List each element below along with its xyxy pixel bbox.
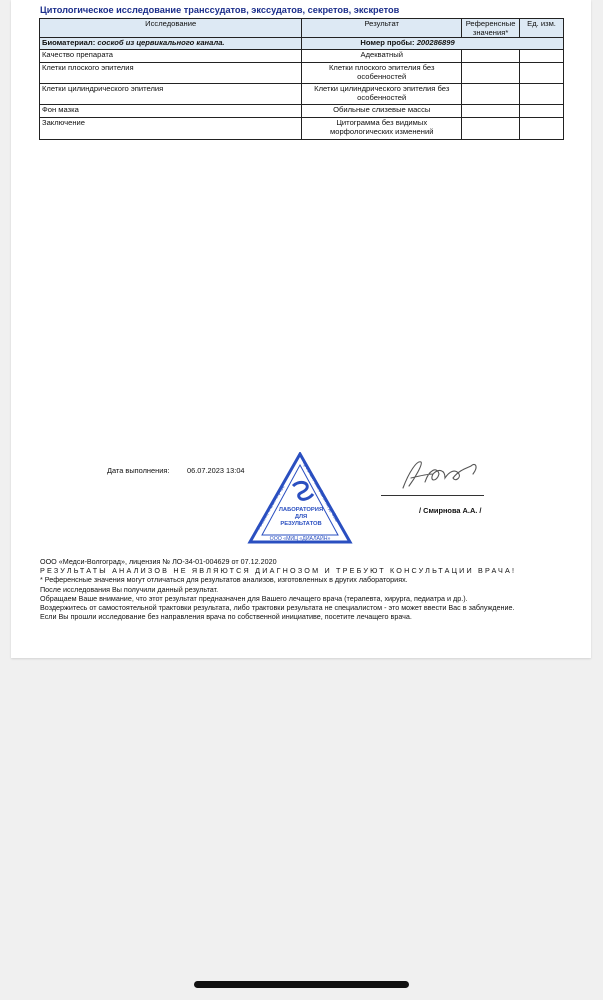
stamp-outer-text: Россия, г. Волгоград, xyxy=(256,484,286,531)
row-reference xyxy=(462,105,520,118)
table-row xyxy=(40,63,564,84)
row-unit xyxy=(520,84,564,105)
row-test: Качество препарата xyxy=(40,50,302,63)
biomaterial-label: Биоматериал: xyxy=(42,38,96,47)
signature-image xyxy=(375,452,485,498)
stamp-outer-text-right: проспект им. Ленина, д. 35Б xyxy=(300,460,340,524)
document-page xyxy=(11,0,591,658)
footer-line-3: После исследования Вы получили данный результат. xyxy=(40,584,219,594)
row-reference xyxy=(462,118,520,140)
stamp-logo-icon xyxy=(293,482,313,499)
footer-line-5: Воздержитесь от самостоятельной трактовки результата, либо трактовки результата не специалистом - это может ввести Вас в заблуждение. xyxy=(40,603,515,613)
row-test: Клетки плоского эпителия xyxy=(40,63,302,84)
execution-date-value: 06.07.2023 13:04 xyxy=(187,466,245,475)
biomaterial-row xyxy=(40,38,564,50)
row-reference xyxy=(462,84,520,105)
row-reference xyxy=(462,50,520,63)
row-test: Клетки цилиндрического эпителия xyxy=(40,84,302,105)
sample-label: Номер пробы: xyxy=(360,38,415,47)
row-unit xyxy=(520,50,564,63)
table-row xyxy=(40,84,564,105)
row-result: Цитограмма без видимых морфологических изменений xyxy=(302,118,462,140)
home-indicator-bar[interactable] xyxy=(194,981,409,988)
table-row xyxy=(40,105,564,118)
header-unit: Ед. изм. xyxy=(520,19,564,38)
results-table xyxy=(39,18,564,140)
footer-notes xyxy=(40,557,516,621)
row-test: Заключение xyxy=(40,118,302,140)
sample-number-cell xyxy=(302,38,564,50)
row-unit xyxy=(520,63,564,84)
row-test: Фон мазка xyxy=(40,105,302,118)
table-header-row xyxy=(40,19,564,38)
not-diagnosis-line: РЕЗУЛЬТАТЫ АНАЛИЗОВ НЕ ЯВЛЯЮТСЯ ДИАГНОЗОМ И ТРЕБУЮТ КОНСУЛЬТАЦИИ ВРАЧА! xyxy=(40,566,517,576)
row-result: Обильные слизевые массы xyxy=(302,105,462,118)
biomaterial-value: соскоб из цервикального канала. xyxy=(97,38,225,47)
table-row xyxy=(40,50,564,63)
row-unit xyxy=(520,118,564,140)
signature-line xyxy=(381,495,484,496)
stamp-center-text-3: РЕЗУЛЬТАТОВ xyxy=(280,521,322,527)
row-reference xyxy=(462,63,520,84)
sample-value: 200286899 xyxy=(416,38,455,47)
biomaterial-cell xyxy=(40,38,302,50)
header-result: Результат xyxy=(302,19,462,38)
laboratory-stamp xyxy=(247,452,353,548)
header-test: Исследование xyxy=(40,19,302,38)
signer-name: / Смирнова А.А. / xyxy=(419,506,482,515)
row-result: Клетки плоского эпителия без особенностей xyxy=(302,63,462,84)
stamp-org-text: ООО «МИЦ «ДИАЛАЙН» xyxy=(269,536,331,542)
footer-line-4: Обращаем Ваше внимание, что этот результат предназначен для Вашего лечащего врача (терапевта, хирурга, педиатра и др.). xyxy=(40,593,468,603)
license-line: ООО «Медси-Волгоград», лицензия № ЛО-34-01-004629 от 07.12.2020 xyxy=(40,557,277,566)
row-result: Адекватный xyxy=(302,50,462,63)
reference-note-line: * Референсные значения могут отличаться для результатов анализов, изготовленных в других лабораториях. xyxy=(40,575,408,585)
footer-line-6: Если Вы прошли исследование без направления врача по собственной инициативе, посетите лечащего врача. xyxy=(40,612,412,622)
table-row xyxy=(40,118,564,140)
execution-date-label: Дата выполнения: xyxy=(107,466,170,475)
header-reference: Референсные значения* xyxy=(462,19,520,38)
row-unit xyxy=(520,105,564,118)
stamp-center-text-1: ЛАБОРАТОРИЯ xyxy=(278,507,324,513)
document-title: Цитологическое исследование транссудатов, экссудатов, секретов, экскретов xyxy=(40,5,400,15)
stamp-center-text-2: ДЛЯ xyxy=(294,514,308,520)
row-result: Клетки цилиндрического эпителия без особенностей xyxy=(302,84,462,105)
